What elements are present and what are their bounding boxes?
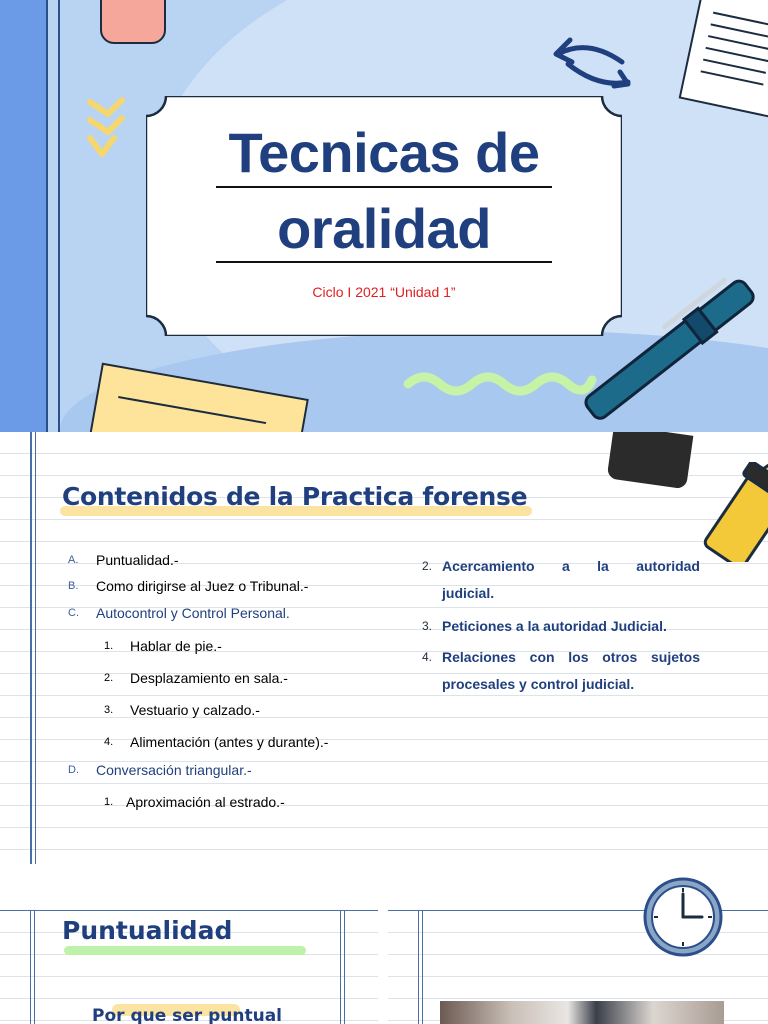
margin-line xyxy=(344,910,345,1024)
contents-left-column xyxy=(68,550,408,810)
list-item-text: Relaciones con los otros sujetos xyxy=(442,649,700,665)
margin-line xyxy=(35,432,36,864)
slide-title-line1: Tecnicas de xyxy=(228,121,540,184)
list-item-text: Vestuario y calzado.- xyxy=(130,702,260,718)
list-item-text: Acercamiento a la autoridad xyxy=(442,558,700,574)
margin-line xyxy=(34,910,35,1024)
title-card xyxy=(146,96,622,336)
list-marker: 3. xyxy=(422,619,433,633)
list-marker: A. xyxy=(68,554,79,566)
list-marker: 3. xyxy=(104,704,114,716)
spine-line xyxy=(58,0,60,432)
margin-line xyxy=(418,910,419,1024)
list-item-text: Aproximación al estrado.- xyxy=(126,794,285,810)
list-item-text: Hablar de pie.- xyxy=(130,638,222,654)
slide-subtitle: Por que ser puntual xyxy=(92,1006,283,1024)
contents-slide xyxy=(0,432,768,864)
slide-title: Contenidos de la Practica forense xyxy=(62,482,528,511)
highlighter-icon xyxy=(700,462,768,562)
list-marker: C. xyxy=(68,607,79,619)
title-slide xyxy=(0,0,768,432)
curved-arrows-icon xyxy=(548,32,638,92)
list-marker: 2. xyxy=(104,672,114,684)
margin-line xyxy=(30,432,32,864)
list-item-text: Alimentación (antes y durante).- xyxy=(130,734,329,750)
list-item-text: Conversación triangular.- xyxy=(96,762,252,778)
list-item-text: procesales y control judicial. xyxy=(442,676,635,692)
chevrons-icon xyxy=(82,94,132,164)
list-marker: 4. xyxy=(422,650,433,664)
margin-line xyxy=(340,910,341,1024)
contents-right-column xyxy=(422,556,712,706)
list-item-text: Autocontrol y Control Personal. xyxy=(96,605,290,621)
margin-line xyxy=(422,910,423,1024)
title-rule xyxy=(216,186,552,188)
marker-icon xyxy=(607,432,694,489)
list-marker: 2. xyxy=(422,559,433,573)
title-rule xyxy=(216,261,552,263)
people-photo xyxy=(440,1001,724,1024)
list-marker: 4. xyxy=(104,736,114,748)
list-marker: 1. xyxy=(104,640,114,652)
clock-icon xyxy=(642,876,724,958)
list-item-text: Puntualidad.- xyxy=(96,552,179,568)
title-highlight xyxy=(64,946,306,955)
list-marker: 1. xyxy=(104,796,114,808)
spine-line xyxy=(46,0,48,432)
margin-line xyxy=(30,910,31,1024)
list-item-text: judicial. xyxy=(442,585,495,601)
list-marker: B. xyxy=(68,580,79,592)
slide-subtitle: Ciclo I 2021 “Unidad 1” xyxy=(312,284,456,300)
list-item-text: Peticiones a la autoridad Judicial. xyxy=(442,618,667,634)
slide-title-line2: oralidad xyxy=(277,197,491,260)
punctuality-slide xyxy=(0,864,768,1024)
list-item-text: Como dirigirse al Juez o Tribunal.- xyxy=(96,578,309,594)
slide-title: Puntualidad xyxy=(62,916,233,945)
list-marker: D. xyxy=(68,764,79,776)
notebook-spine xyxy=(0,0,46,432)
eraser-icon xyxy=(100,0,166,44)
list-item-text: Desplazamiento en sala.- xyxy=(130,670,288,686)
